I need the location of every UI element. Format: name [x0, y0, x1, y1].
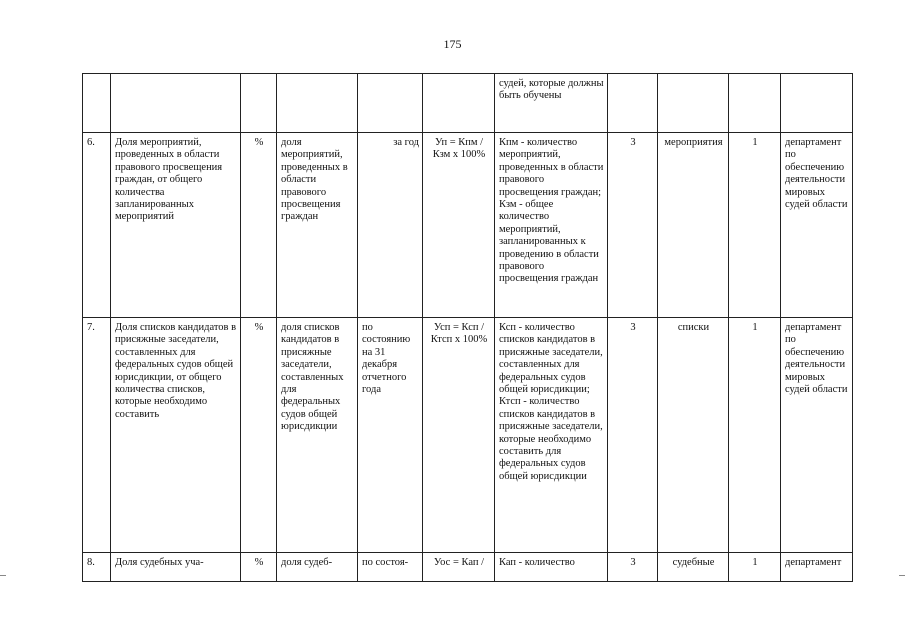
table-row — [83, 553, 853, 582]
source-cell: 3 — [608, 318, 658, 553]
scan-edge-mark — [899, 575, 905, 576]
row-number-cell — [83, 74, 111, 133]
responsible-cell: департамент по обеспечению деятельности мировых судей области — [781, 318, 853, 553]
formula-cell — [423, 74, 495, 133]
unit-cell: % — [241, 318, 277, 553]
period-cell: за год — [358, 133, 423, 318]
formula-cell: Уос = Кап / — [423, 553, 495, 582]
variables-cell: судей, которые должны быть обучены — [495, 74, 608, 133]
measure-cell: списки — [658, 318, 729, 553]
responsible-cell: департамент — [781, 553, 853, 582]
measure-cell — [658, 74, 729, 133]
formula-cell: Усп = Ксп / Ктсп х 100% — [423, 318, 495, 553]
row-number-cell: 6. — [83, 133, 111, 318]
measure-cell: судебные — [658, 553, 729, 582]
indicator-name-cell: Доля судебных уча- — [111, 553, 241, 582]
unit-cell — [241, 74, 277, 133]
row-number-cell: 8. — [83, 553, 111, 582]
unit-cell: % — [241, 553, 277, 582]
coefficient-cell: 1 — [729, 318, 781, 553]
source-cell: 3 — [608, 553, 658, 582]
table-row — [83, 133, 853, 318]
indicator-name-cell — [111, 74, 241, 133]
table-row — [83, 74, 853, 133]
measure-cell: мероприятия — [658, 133, 729, 318]
indicator-name-cell: Доля мероприятий, проведенных в области правового просвещения граждан, от общего количества запланированных мероприятий — [111, 133, 241, 318]
row-number-cell: 7. — [83, 318, 111, 553]
indicators-table — [82, 73, 853, 582]
page-number: 175 — [443, 37, 462, 51]
unit-cell: % — [241, 133, 277, 318]
variables-cell: Кпм - количество мероприятий, проведенных в области правового просвещения граждан; Кзм - общее количество мероприятий, запланированных к проведению в области правового просвещения граждан — [495, 133, 608, 318]
responsible-cell: департамент по обеспечению деятельности мировых судей области — [781, 133, 853, 318]
scan-edge-mark — [0, 575, 6, 576]
indicator-name-cell: Доля списков кандидатов в присяжные заседатели, составленных для федеральных судов общей юрисдикции, от общего количества списков, которые необходимо составить — [111, 318, 241, 553]
coefficient-cell — [729, 74, 781, 133]
period-cell: по состоя- — [358, 553, 423, 582]
source-cell — [608, 74, 658, 133]
variables-cell: Ксп - количество списков кандидатов в присяжные заседатели, составленных для федеральных судов общей юрисдикции; Ктсп - количество списков кандидатов в присяжные заседатели, которые необходимо составить для федеральных судов общей юрисдикции — [495, 318, 608, 553]
period-cell — [358, 74, 423, 133]
coefficient-cell: 1 — [729, 133, 781, 318]
description-cell — [277, 74, 358, 133]
description-cell: доля судеб- — [277, 553, 358, 582]
period-cell: по состоянию на 31 декабря отчетного года — [358, 318, 423, 553]
coefficient-cell: 1 — [729, 553, 781, 582]
table-row — [83, 318, 853, 553]
description-cell: доля мероприятий, проведенных в области правового просвещения граждан — [277, 133, 358, 318]
description-cell: доля списков кандидатов в присяжные заседатели, составленных для федеральных судов общей юрисдикции — [277, 318, 358, 553]
variables-cell: Кап - количество — [495, 553, 608, 582]
source-cell: 3 — [608, 133, 658, 318]
formula-cell: Уп = Кпм / Кзм х 100% — [423, 133, 495, 318]
responsible-cell — [781, 74, 853, 133]
